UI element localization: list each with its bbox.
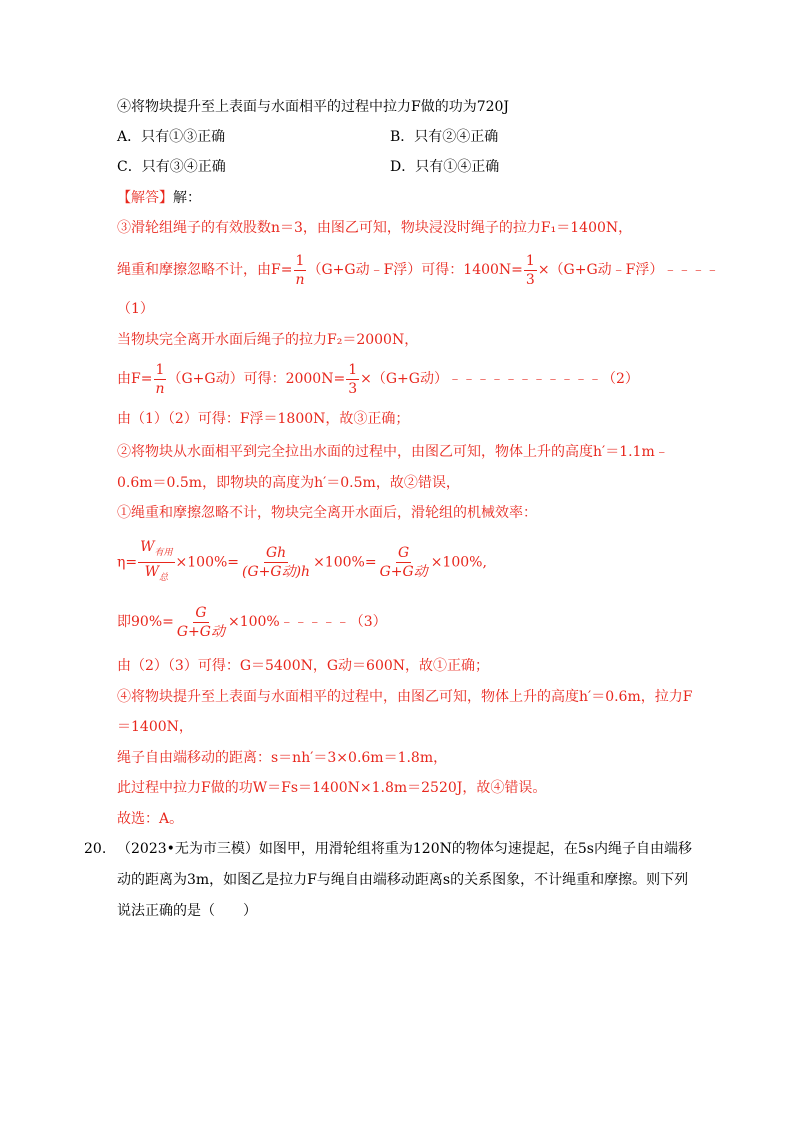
answer-line-6: 由（1）（2）可得：F浮＝1800N，故③正确；	[117, 411, 410, 427]
sub: 总	[159, 572, 169, 583]
frac-den: (G+G动)h	[242, 563, 311, 580]
w: W	[140, 539, 155, 555]
answer-line-4: 当物块完全离开水面后绳子的拉力F₂＝2000N，	[117, 332, 419, 348]
frac-den: n	[155, 380, 165, 397]
sub: 有用	[154, 547, 173, 558]
text: ×100%=	[175, 554, 240, 571]
q20-line-2: 动的距离为3m，如图乙是拉力F与绳自由端移动距离s的关系图象，不计绳重和摩擦。则下列	[117, 872, 689, 888]
option-c[interactable]: C．只有③④正确	[117, 159, 226, 175]
text: η=	[117, 554, 138, 571]
question-number: 20.	[84, 841, 107, 857]
frac-den: G+G动	[379, 563, 428, 580]
frac-num: 1	[295, 252, 305, 269]
statement-4: ④将物块提升至上表面与水面相平的过程中拉力F做的功为720J	[117, 99, 510, 115]
q20-line-3: 说法正确的是（ ）	[117, 903, 257, 919]
text: ×（G+G动）﹣﹣﹣﹣﹣﹣﹣﹣﹣﹣﹣（2）	[360, 371, 639, 387]
text: 绳重和摩擦忽略不计，由F=	[117, 262, 293, 278]
frac-num: Gh	[265, 544, 287, 561]
efficiency-formula	[117, 538, 487, 587]
answer-line-5	[117, 359, 639, 399]
answer-line-8: 0.6m＝0.5m，即物块的高度为h′＝0.5m，故②错误，	[117, 475, 460, 491]
answer-line-12: 由（2）（3）可得：G＝5400N，G动＝600N，故①正确；	[117, 658, 490, 674]
text: ×100%=	[313, 554, 377, 571]
text: （G+G动﹣F浮）可得：1400N=	[307, 262, 523, 278]
option-d[interactable]: D．只有①④正确	[390, 159, 500, 175]
option-b[interactable]: B．只有②④正确	[390, 129, 499, 145]
option-a[interactable]: A．只有①③正确	[117, 129, 226, 145]
answer-line-2	[117, 250, 719, 290]
answer-line-3: （1）	[117, 301, 154, 317]
text: 即90%=	[117, 614, 174, 630]
answer-line-16: 此过程中拉力F做的功W＝Fs＝1400N×1.8m＝2520J，故④错误。	[117, 780, 547, 796]
answer-label: 【解答】	[117, 190, 173, 206]
frac-num: G	[195, 604, 207, 621]
q20-line-1: （2023•无为市三模）如图甲，用滑轮组将重为120N的物体匀速提起，在5s内绳子自由端移	[117, 841, 692, 857]
answer-line-14: ＝1400N，	[117, 719, 193, 735]
frac-den: n	[295, 271, 305, 288]
text: 由F=	[117, 371, 153, 387]
frac-den: 3	[348, 380, 358, 397]
answer-line-17: 故选：A。	[117, 811, 184, 827]
frac-num: G	[398, 544, 410, 561]
frac-den: 3	[525, 271, 535, 288]
answer-solution-label: 解：	[173, 190, 201, 206]
answer-line-7: ②将物块从水面相平到完全拉出水面的过程中，由图乙可知，物体上升的高度h′＝1.1m﹣	[117, 444, 669, 460]
answer-line-11	[117, 600, 387, 644]
frac-num: 1	[348, 361, 358, 378]
text: ×（G+G动﹣F浮）﹣﹣﹣﹣	[537, 262, 720, 278]
text: （G+G动）可得：2000N=	[167, 371, 346, 387]
answer-line-13: ④将物块提升至上表面与水面相平的过程中，由图乙可知，物体上升的高度h′＝0.6m，拉力F	[117, 689, 693, 705]
answer-line-15: 绳子自由端移动的距离：s＝nh′＝3×0.6m＝1.8m，	[117, 750, 448, 766]
answer-line-1: ③滑轮组绳子的有效股数n＝3，由图乙可知，物块浸没时绳子的拉力F₁＝1400N，	[117, 220, 633, 236]
frac-num: 1	[525, 252, 535, 269]
frac-den: G+G动	[176, 623, 225, 640]
answer-line-9: ①绳重和摩擦忽略不计，物块完全离开水面后，滑轮组的机械效率：	[117, 505, 537, 521]
answer-heading	[117, 188, 201, 208]
frac-num: 1	[155, 361, 165, 378]
text: ×100%,	[430, 554, 487, 571]
text: ×100%﹣﹣﹣﹣﹣（3）	[227, 614, 387, 630]
w: W	[144, 563, 160, 580]
